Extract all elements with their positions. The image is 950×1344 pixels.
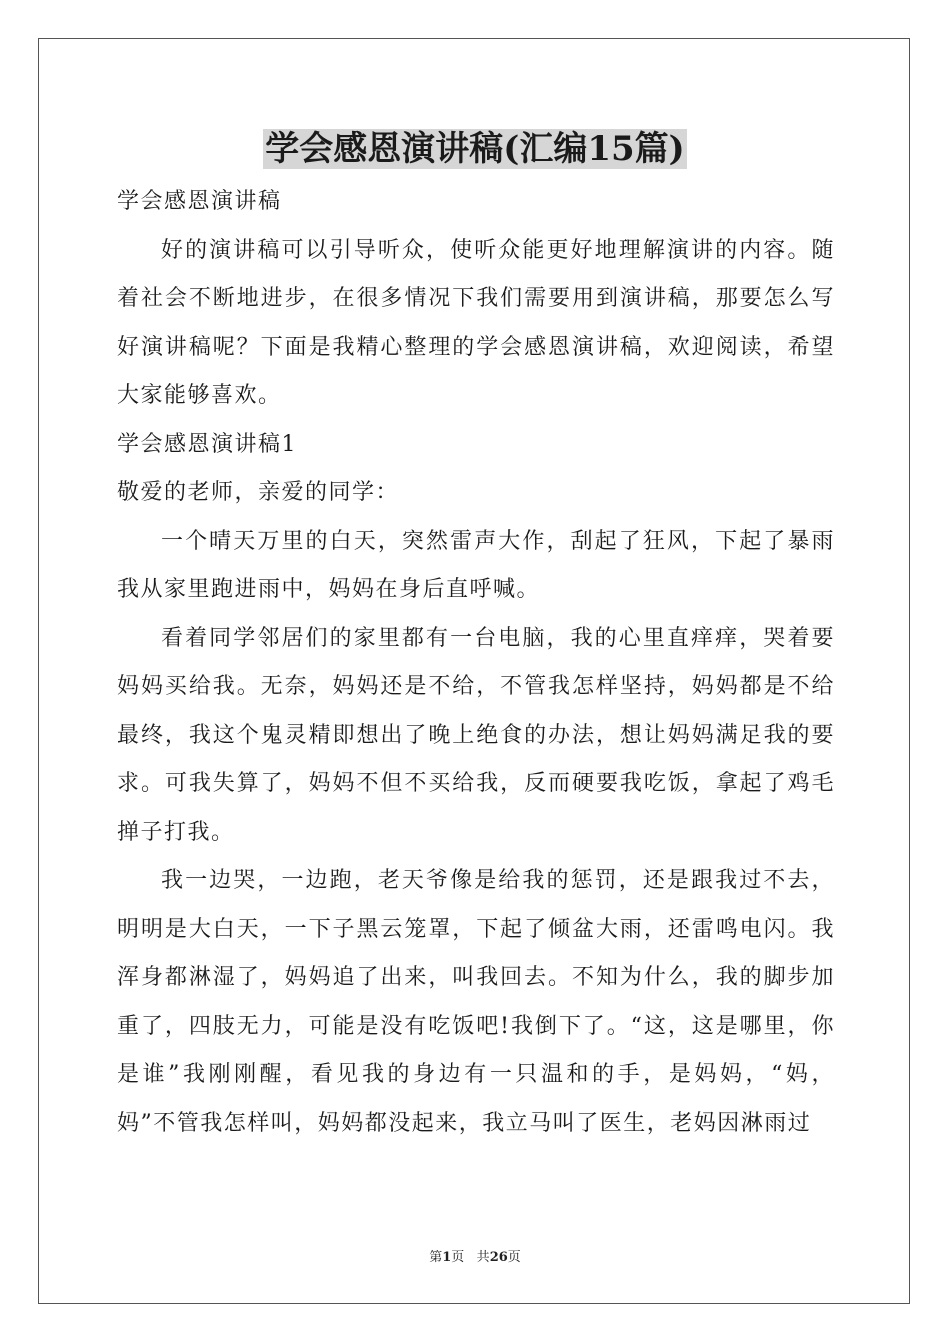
body-paragraph: 我一边哭，一边跑，老天爷像是给我的惩罚，还是跟我过不去，明明是大白天，一下子黑云笼罩，下起了倾盆大雨，还雷鸣电闪。我浑身都淋湿了，妈妈追了出来，叫我回去。不知为什么，我的脚步加重了，四肢无力，可能是没有吃饭吧!我倒下了。“这，这是哪里，你是谁”我刚刚醒，看见我的身边有一只温和的手，是妈妈，“妈，妈”不管我怎样叫，妈妈都没起来，我立马叫了医生，老妈因淋雨过 [117, 868, 835, 1136]
total-suffix: 页 [507, 1250, 521, 1265]
salutation: 敬爱的老师，亲爱的同学： [117, 480, 400, 505]
body-paragraph: 一个晴天万里的白天，突然雷声大作，刮起了狂风，下起了暴雨我从家里跑进雨中，妈妈在身后直呼喊。 [117, 528, 835, 602]
page-suffix: 页 [451, 1250, 465, 1265]
speech-heading: 学会感恩演讲稿1 [117, 431, 297, 457]
document-title: 学会感恩演讲稿(汇编15篇) [265, 129, 685, 169]
total-pages: 26 [489, 1250, 508, 1265]
page-prefix: 第 [429, 1250, 443, 1265]
total-prefix: 共 [476, 1250, 490, 1265]
document-body [117, 178, 835, 1148]
intro-paragraph: 好的演讲稿可以引导听众，使听众能更好地理解演讲的内容。随着社会不断地进步，在很多情况下我们需要用到演讲稿，那要怎么写好演讲稿呢？下面是我精心整理的学会感恩演讲稿，欢迎阅读，希望大家能够喜欢。 [117, 237, 835, 408]
page-footer [0, 1246, 950, 1265]
page-number: 1 [442, 1250, 452, 1265]
section-heading: 学会感恩演讲稿 [117, 189, 282, 214]
body-paragraph: 看着同学邻居们的家里都有一台电脑，我的心里直痒痒，哭着要妈妈买给我。无奈，妈妈还是不给，不管我怎样坚持，妈妈都是不给最终，我这个鬼灵精即想出了晚上绝食的办法，想让妈妈满足我的要求。可我失算了，妈妈不但不买给我，反而硬要我吃饭，拿起了鸡毛掸子打我。 [117, 625, 835, 845]
